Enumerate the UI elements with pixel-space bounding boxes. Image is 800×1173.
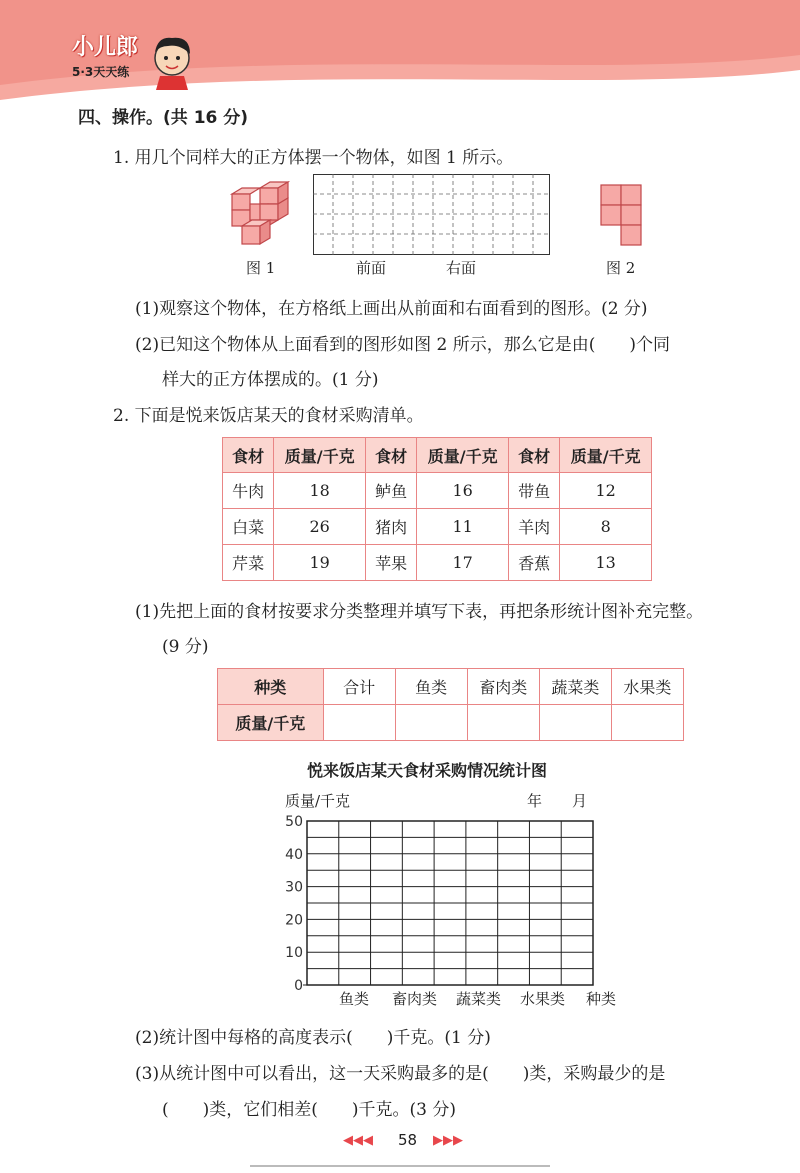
y-tick-label: 20 <box>285 912 303 929</box>
grid-paper <box>313 174 551 256</box>
next-arrows-icon: ▶▶▶ <box>433 1133 463 1148</box>
table-row <box>223 545 652 581</box>
cell: 19 <box>274 545 366 581</box>
answer-cell[interactable] <box>539 705 611 741</box>
bar-chart-grid <box>280 812 620 1012</box>
figure-1-cubes <box>230 180 292 250</box>
mascot-icon <box>155 38 190 90</box>
table-row <box>218 669 684 705</box>
header-cell: 食材 <box>365 438 416 473</box>
cell: 蔬菜类 <box>539 669 611 705</box>
x-category-fruit: 水果类 <box>520 990 566 1008</box>
chart-xlabel: 种类 <box>586 990 617 1008</box>
x-category-meat: 畜肉类 <box>392 990 438 1008</box>
answer-cell[interactable] <box>611 705 683 741</box>
cell: 羊肉 <box>508 509 559 545</box>
q2-sub1-line1: (1)先把上面的食材按要求分类整理并填写下表，再把条形统计图补充完整。 <box>135 602 704 622</box>
category-header: 种类 <box>218 669 324 705</box>
cell: 鱼类 <box>395 669 467 705</box>
cell: 8 <box>560 509 652 545</box>
table-row <box>218 705 684 741</box>
table-header-row <box>223 438 652 473</box>
y-tick-label: 10 <box>285 945 303 962</box>
header-cell: 质量/千克 <box>417 438 509 473</box>
chart-date-label: 年 月 <box>527 792 588 810</box>
figure-2-top-view <box>600 184 642 246</box>
x-category-fish: 鱼类 <box>339 990 370 1008</box>
figure-1-label: 图 1 <box>246 259 276 277</box>
cell: 牛肉 <box>223 473 274 509</box>
q2-sub3-line2: ( )类，它们相差( )千克。(3 分) <box>162 1100 457 1120</box>
x-category-vegetable: 蔬菜类 <box>456 990 502 1008</box>
section-title: 四、操作。(共 16 分) <box>78 108 249 128</box>
footer-rule <box>250 1165 550 1167</box>
cell: 11 <box>417 509 509 545</box>
cell: 白菜 <box>223 509 274 545</box>
logo-subtitle: 5·3天天练 <box>72 65 130 79</box>
cell: 13 <box>560 545 652 581</box>
cell: 带鱼 <box>508 473 559 509</box>
y-tick-label: 0 <box>294 978 303 994</box>
table-row <box>223 509 652 545</box>
cell: 18 <box>274 473 366 509</box>
header-cell: 食材 <box>223 438 274 473</box>
answer-cell[interactable] <box>467 705 539 741</box>
right-view-label: 右面 <box>446 259 477 277</box>
cell: 香蕉 <box>508 545 559 581</box>
cell: 12 <box>560 473 652 509</box>
cell: 苹果 <box>365 545 416 581</box>
y-tick-label: 30 <box>285 879 303 896</box>
header-cell: 食材 <box>508 438 559 473</box>
cell: 合计 <box>323 669 395 705</box>
cell: 26 <box>274 509 366 545</box>
q1-text: 1. 用几个同样大的正方体摆一个物体，如图 1 所示。 <box>113 148 514 168</box>
cell: 畜肉类 <box>467 669 539 705</box>
cell: 芹菜 <box>223 545 274 581</box>
q2-sub3-line1: (3)从统计图中可以看出，这一天采购最多的是( )类，采购最少的是 <box>135 1064 666 1084</box>
cell: 17 <box>417 545 509 581</box>
table-row <box>223 473 652 509</box>
answer-cell[interactable] <box>323 705 395 741</box>
cell: 猪肉 <box>365 509 416 545</box>
mass-header: 质量/千克 <box>218 705 324 741</box>
chart-title: 悦来饭店某天食材采购情况统计图 <box>307 761 548 780</box>
cell: 鲈鱼 <box>365 473 416 509</box>
prev-arrows-icon: ◀◀◀ <box>343 1133 373 1148</box>
q1-sub2-line2: 样大的正方体摆成的。(1 分) <box>162 370 379 390</box>
q1-sub1: (1)观察这个物体，在方格纸上画出从前面和右面看到的图形。(2 分) <box>135 299 648 319</box>
page-number: 58 <box>398 1131 418 1149</box>
q2-sub1-line2: (9 分) <box>162 637 209 657</box>
q2-text: 2. 下面是悦来饭店某天的食材采购清单。 <box>113 406 424 426</box>
front-view-label: 前面 <box>356 259 387 277</box>
logo-title: 小儿郎 <box>72 35 139 60</box>
purchase-list-table <box>222 437 652 581</box>
logo <box>72 30 138 80</box>
header-cell: 质量/千克 <box>560 438 652 473</box>
cell: 水果类 <box>611 669 683 705</box>
answer-cell[interactable] <box>395 705 467 741</box>
header-cell: 质量/千克 <box>274 438 366 473</box>
q2-sub2: (2)统计图中每格的高度表示( )千克。(1 分) <box>135 1028 491 1048</box>
cell: 16 <box>417 473 509 509</box>
classification-table <box>217 668 684 741</box>
q1-sub2-line1: (2)已知这个物体从上面看到的图形如图 2 所示，那么它是由( )个同 <box>135 335 670 355</box>
y-tick-label: 40 <box>285 846 303 863</box>
chart-ylabel: 质量/千克 <box>285 792 351 810</box>
y-tick-label: 50 <box>285 814 303 830</box>
figure-2-label: 图 2 <box>606 259 636 277</box>
